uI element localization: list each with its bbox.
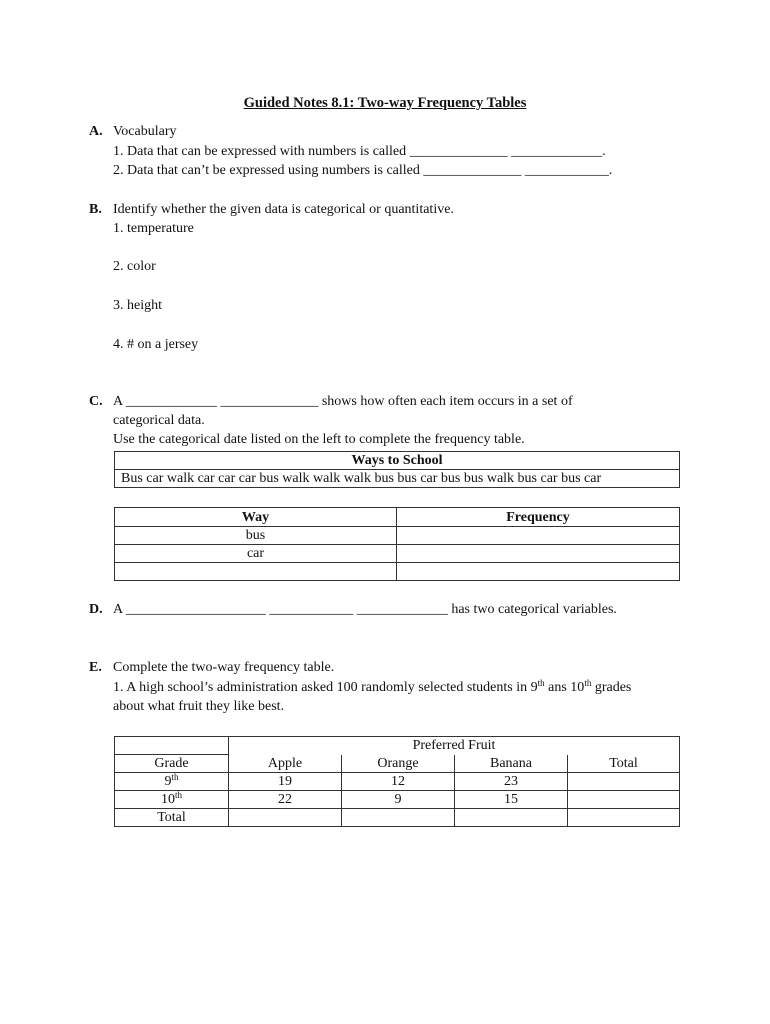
e-line-1-sup-1: th — [537, 678, 545, 688]
tw-col-apple: Apple — [229, 755, 342, 773]
section-a-label: A. — [89, 124, 103, 139]
e-line-1-part-b: ans 10 — [544, 680, 585, 695]
tw-9-total[interactable] — [568, 773, 680, 791]
section-b-label: B. — [89, 202, 102, 217]
e-line-2: about what fruit they like best. — [113, 699, 285, 714]
tw-grade-9: 9 — [164, 774, 172, 789]
tw-total-banana[interactable] — [455, 809, 568, 827]
c-line-2: categorical data. — [113, 413, 205, 428]
tw-total-orange[interactable] — [342, 809, 455, 827]
e-line-1-sup-2: th — [584, 678, 592, 688]
tw-9-banana: 23 — [455, 773, 568, 791]
tw-total-total[interactable] — [568, 809, 680, 827]
freq-row-bus: bus — [115, 527, 397, 545]
freq-cell-blank[interactable] — [397, 563, 680, 581]
tw-col-orange: Orange — [342, 755, 455, 773]
freq-cell-bus[interactable] — [397, 527, 680, 545]
c-line-1: A _____________ ______________ shows how often each item occurs in a set of — [113, 394, 573, 409]
tw-grade-10-sup: th — [174, 790, 182, 800]
freq-row-blank[interactable] — [115, 563, 397, 581]
ways-table-data: Bus car walk car car car bus walk walk walk bus bus car bus bus walk bus car bus car — [115, 470, 680, 488]
vocab-line-1: 1. Data that can be expressed with numbers is called ______________ _____________. — [113, 144, 606, 159]
two-way-table — [114, 736, 680, 827]
tw-total-row-label: Total — [115, 809, 229, 827]
ways-to-school-table — [114, 451, 680, 488]
freq-row-car: car — [115, 545, 397, 563]
b-item-1: 1. temperature — [113, 221, 194, 236]
c-line-3: Use the categorical date listed on the left to complete the frequency table. — [113, 432, 525, 447]
e-line-1 — [113, 679, 631, 697]
frequency-table — [114, 507, 680, 581]
tw-9-orange: 12 — [342, 773, 455, 791]
section-b-heading: Identify whether the given data is categorical or quantitative. — [113, 202, 454, 217]
tw-grade-header: Grade — [115, 755, 229, 773]
b-item-3: 3. height — [113, 298, 162, 313]
tw-row-9-label — [115, 773, 229, 791]
section-d-label: D. — [89, 602, 103, 617]
tw-grade-9-sup: th — [171, 772, 179, 782]
freq-header-way: Way — [115, 508, 397, 527]
tw-10-banana: 15 — [455, 791, 568, 809]
tw-grade-10: 10 — [160, 792, 175, 807]
freq-header-frequency: Frequency — [397, 508, 680, 527]
section-e-heading: Complete the two-way frequency table. — [113, 660, 335, 675]
b-item-2: 2. color — [113, 259, 156, 274]
section-c-label: C. — [89, 394, 103, 409]
tw-corner — [115, 737, 229, 755]
tw-col-total: Total — [568, 755, 680, 773]
d-text: A ____________________ ____________ _____________ has two categorical variables. — [113, 602, 617, 617]
tw-10-apple: 22 — [229, 791, 342, 809]
e-line-1-part-a: 1. A high school’s administration asked 100 randomly selected students in 9 — [113, 680, 538, 695]
tw-total-apple[interactable] — [229, 809, 342, 827]
tw-row-10-label — [115, 791, 229, 809]
tw-10-total[interactable] — [568, 791, 680, 809]
vocab-line-2: 2. Data that can’t be expressed using numbers is called ______________ ____________. — [113, 163, 613, 178]
section-e-label: E. — [89, 660, 102, 675]
tw-col-banana: Banana — [455, 755, 568, 773]
tw-group-header: Preferred Fruit — [229, 737, 680, 755]
ways-table-header: Ways to School — [115, 452, 680, 470]
tw-9-apple: 19 — [229, 773, 342, 791]
b-item-4: 4. # on a jersey — [113, 337, 199, 352]
freq-cell-car[interactable] — [397, 545, 680, 563]
tw-10-orange: 9 — [342, 791, 455, 809]
e-line-1-part-c: grades — [591, 680, 632, 695]
page-title: Guided Notes 8.1: Two-way Frequency Tables — [243, 95, 527, 111]
section-a-heading: Vocabulary — [113, 124, 177, 139]
